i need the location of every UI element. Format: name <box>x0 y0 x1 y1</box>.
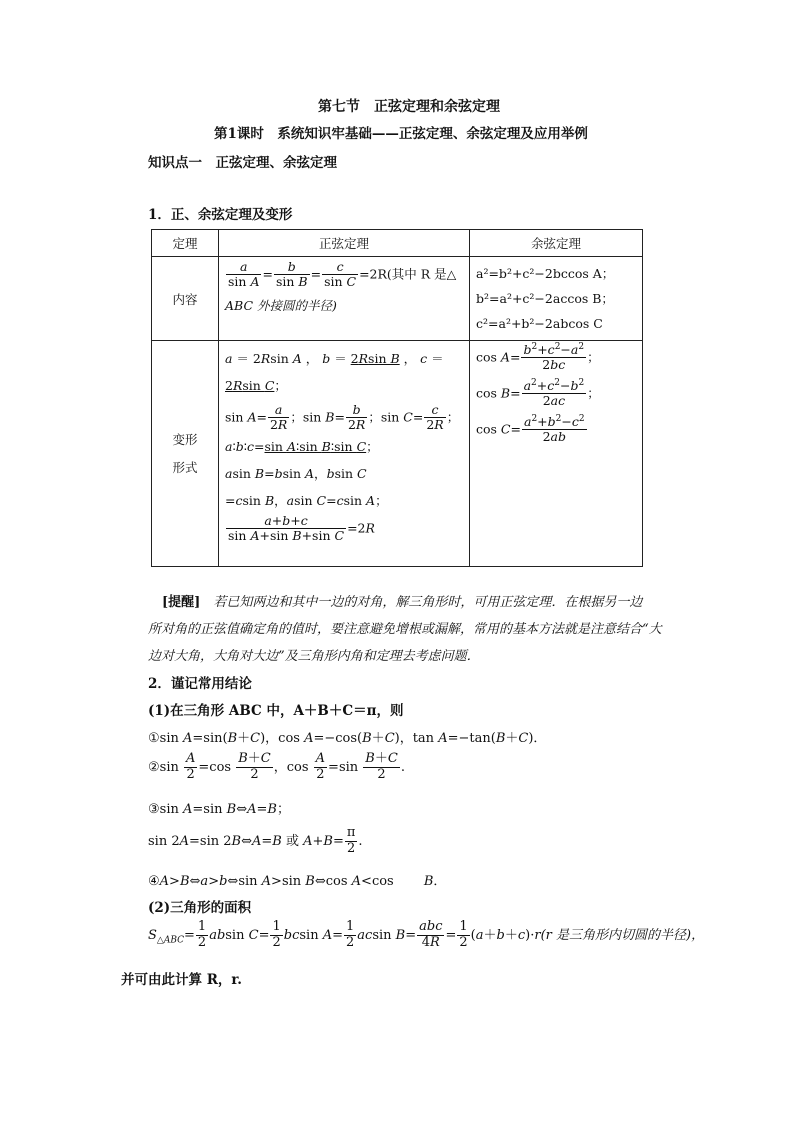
item-1-intro: (1)在三角形 ABC 中，A＋B＋C＝π，则 <box>148 703 404 719</box>
sine-variant-4b: =csin B，asin C=csin A； <box>225 492 388 508</box>
sine-variant-3: a∶b∶c=sin A∶sin B∶sin C； <box>225 438 379 454</box>
cosine-variant-a: cos A= $\frac{b^2+c^2-a^2}{2bc}$ ； <box>476 341 600 373</box>
cosine-content-cell <box>470 257 643 341</box>
theorem-table <box>151 229 643 567</box>
reminder-text-1: 若已知两边和其中一边的对角，解三角形时，可用正弦定理．在根据另一边 <box>213 595 643 610</box>
sine-variant-1b: 2Rsin C； <box>225 378 287 393</box>
table-header-theorem: 定理 <box>152 230 219 257</box>
reminder-line-2: 所对角的正弦值确定角的值时，要注意避免增根或漏解，常用的基本方法就是注意结合“大 <box>148 622 662 637</box>
cosine-law-b: b²=a²+c²−2accos B； <box>476 291 614 306</box>
cosine-variant-b: cos B= $\frac{a^2+c^2-b^2}{2ac}$ ； <box>476 377 600 409</box>
row-label-variant-b: 形式 <box>172 459 198 475</box>
area-last-line: 并可由此计算 R，r. <box>121 972 242 988</box>
sine-content-cell <box>219 257 470 341</box>
sine-variant-2: sin A= $\frac{a}{2R}$ ；sin B= $\frac{b}{2R}$ ；sin C= $\frac{c}{2R}$ ； <box>225 402 460 433</box>
area-note: (r 是三角形内切圆的半径)， <box>540 927 705 943</box>
cosine-law-a: a²=b²+c²−2bccos A； <box>476 266 615 281</box>
row-label-content: 内容 <box>152 257 219 341</box>
cosine-variant-c: cos C= $\frac{a^2+b^2-c^2}{2ab}$ <box>476 413 585 444</box>
conclusion-2: ②sin $\frac{A}{2}$ =cos $\frac{B+C}{2}$ ，cos $\frac{A}{2}$ =sin $\frac{B+C}{2}$ . <box>148 751 405 782</box>
knowledge-point-heading: 知识点一 正弦定理、余弦定理 <box>148 155 337 171</box>
page-title: 第七节 正弦定理和余弦定理 <box>318 99 500 115</box>
sine-variant-4: asin B=bsin A，bsin C <box>225 465 367 481</box>
row-label-variant <box>152 341 219 567</box>
conclusion-3: ③sin A=sin B⇔A=B； <box>148 802 290 817</box>
sine-variant-1: a ＝ 2Rsin A ， b ＝ 2Rsin B ， c ＝ <box>225 351 444 366</box>
section-1-heading: 1．正、余弦定理及变形 <box>148 207 293 223</box>
section-2-heading: 2．谨记常用结论 <box>148 676 252 692</box>
sine-law-formula: $\frac{a}{\text{sin A}}$ = $\frac{b}{\text{sin B}}$ = $\frac{c}{\text{sin C}}$ =2R(其中 R 是△ <box>228 259 457 290</box>
reminder-line-3: 边对大角，大角对大边”及三角形内角和定理去考虑问题． <box>148 649 480 664</box>
sine-law-note-line2: ABC 外接圆的半径) <box>225 297 337 313</box>
page-subtitle: 第1课时 系统知识牢基础——正弦定理、余弦定理及应用举例 <box>214 126 588 142</box>
conclusion-4: ④A>B⇔a>b⇔sin A>sin B⇔cos A<cos B． <box>148 874 447 889</box>
row-label-variant-a: 变形 <box>172 431 198 447</box>
sine-variant-5: $\frac{a+b+c}{\text{sin A+sin B+sin C}}$ =2R <box>228 512 375 544</box>
cosine-law-c: c²=a²+b²−2abcos C <box>476 316 603 331</box>
reminder-label: [提醒] <box>162 595 201 610</box>
item-2-heading: (2)三角形的面积 <box>148 900 252 916</box>
table-header-sine: 正弦定理 <box>219 230 470 257</box>
table-header-cosine: 余弦定理 <box>470 230 643 257</box>
sine-variant-cell <box>219 341 470 567</box>
reminder-line-1 <box>162 591 642 610</box>
conclusion-3b: sin 2A=sin 2B⇔A=B 或 A+B= $\frac{\pi}{2}$ . <box>148 825 363 856</box>
area-formula: $S_{\triangle ABC}=$ $\frac{1}{2}$ absin C= $\frac{1}{2}$ bcsin A= $\frac{1}{2}$ acsin B= $\frac{\text{abc}}{4R}$ = $\frac{1}{2}$ (a＋b＋c)·r(r 是三角形内切圆的半径)， <box>148 919 705 950</box>
conclusion-1: ①sin A=sin(B＋C)，cos A=−cos(B＋C)，tan A=−tan(B＋C)． <box>148 731 547 746</box>
sine-law-note: =2R(其中 R 是△ <box>359 266 457 282</box>
cosine-variant-cell <box>470 341 643 567</box>
